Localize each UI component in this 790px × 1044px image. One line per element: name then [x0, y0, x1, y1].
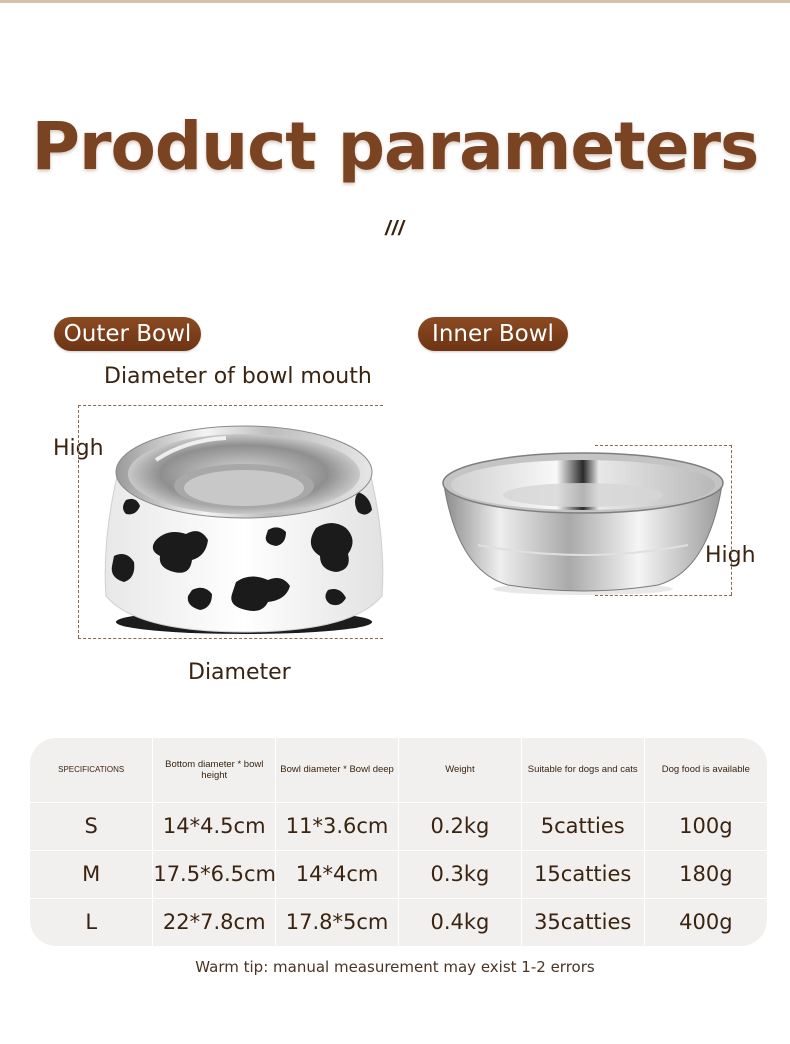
spec-table [30, 738, 767, 946]
table-cell: 15catties [521, 850, 644, 898]
table-row [30, 898, 767, 946]
header-suitable: Suitable for dogs and cats [521, 738, 644, 802]
top-divider [0, 0, 790, 3]
table-cell: 0.2kg [398, 802, 521, 850]
outer-height-guide-line [78, 405, 79, 638]
table-cell: S [30, 802, 153, 850]
title-ornament: /// [385, 218, 405, 240]
table-cell: 17.8*5cm [276, 898, 399, 946]
table-cell: 100g [644, 802, 767, 850]
table-cell: M [30, 850, 153, 898]
inner-bowl-image [438, 445, 728, 597]
header-food: Dog food is available [644, 738, 767, 802]
table-cell: 17.5*6.5cm [153, 850, 276, 898]
bottom-diameter-label: Diameter [188, 660, 291, 685]
outer-bowl-image [96, 400, 386, 636]
table-cell: 22*7.8cm [153, 898, 276, 946]
table-cell: 0.3kg [398, 850, 521, 898]
table-cell: 0.4kg [398, 898, 521, 946]
bottom-guide-line [78, 638, 383, 639]
table-header-row [30, 738, 767, 802]
table-cell: 14*4.5cm [153, 802, 276, 850]
header-weight: Weight [398, 738, 521, 802]
header-bottom-diameter: Bottom diameter * bowl height [153, 738, 276, 802]
outer-height-label: High [53, 436, 104, 461]
table-cell: 180g [644, 850, 767, 898]
inner-bowl-tag: Inner Bowl [418, 317, 568, 351]
table-cell: 5catties [521, 802, 644, 850]
mouth-diameter-label: Diameter of bowl mouth [104, 364, 372, 389]
table-cell: 14*4cm [276, 850, 399, 898]
inner-height-guide-line [731, 445, 732, 595]
table-row [30, 802, 767, 850]
table-cell: 400g [644, 898, 767, 946]
warm-tip: Warm tip: manual measurement may exist 1-2 errors [195, 958, 595, 976]
table-cell: 11*3.6cm [276, 802, 399, 850]
inner-height-label: High [705, 543, 756, 568]
table-cell: 35catties [521, 898, 644, 946]
header-bowl-diameter: Bowl diameter * Bowl deep [276, 738, 399, 802]
page-title: Product parameters [31, 108, 759, 185]
header-specifications: SPECIFICATIONS [30, 738, 153, 802]
table-cell: L [30, 898, 153, 946]
outer-bowl-tag: Outer Bowl [54, 317, 201, 351]
table-row [30, 850, 767, 898]
